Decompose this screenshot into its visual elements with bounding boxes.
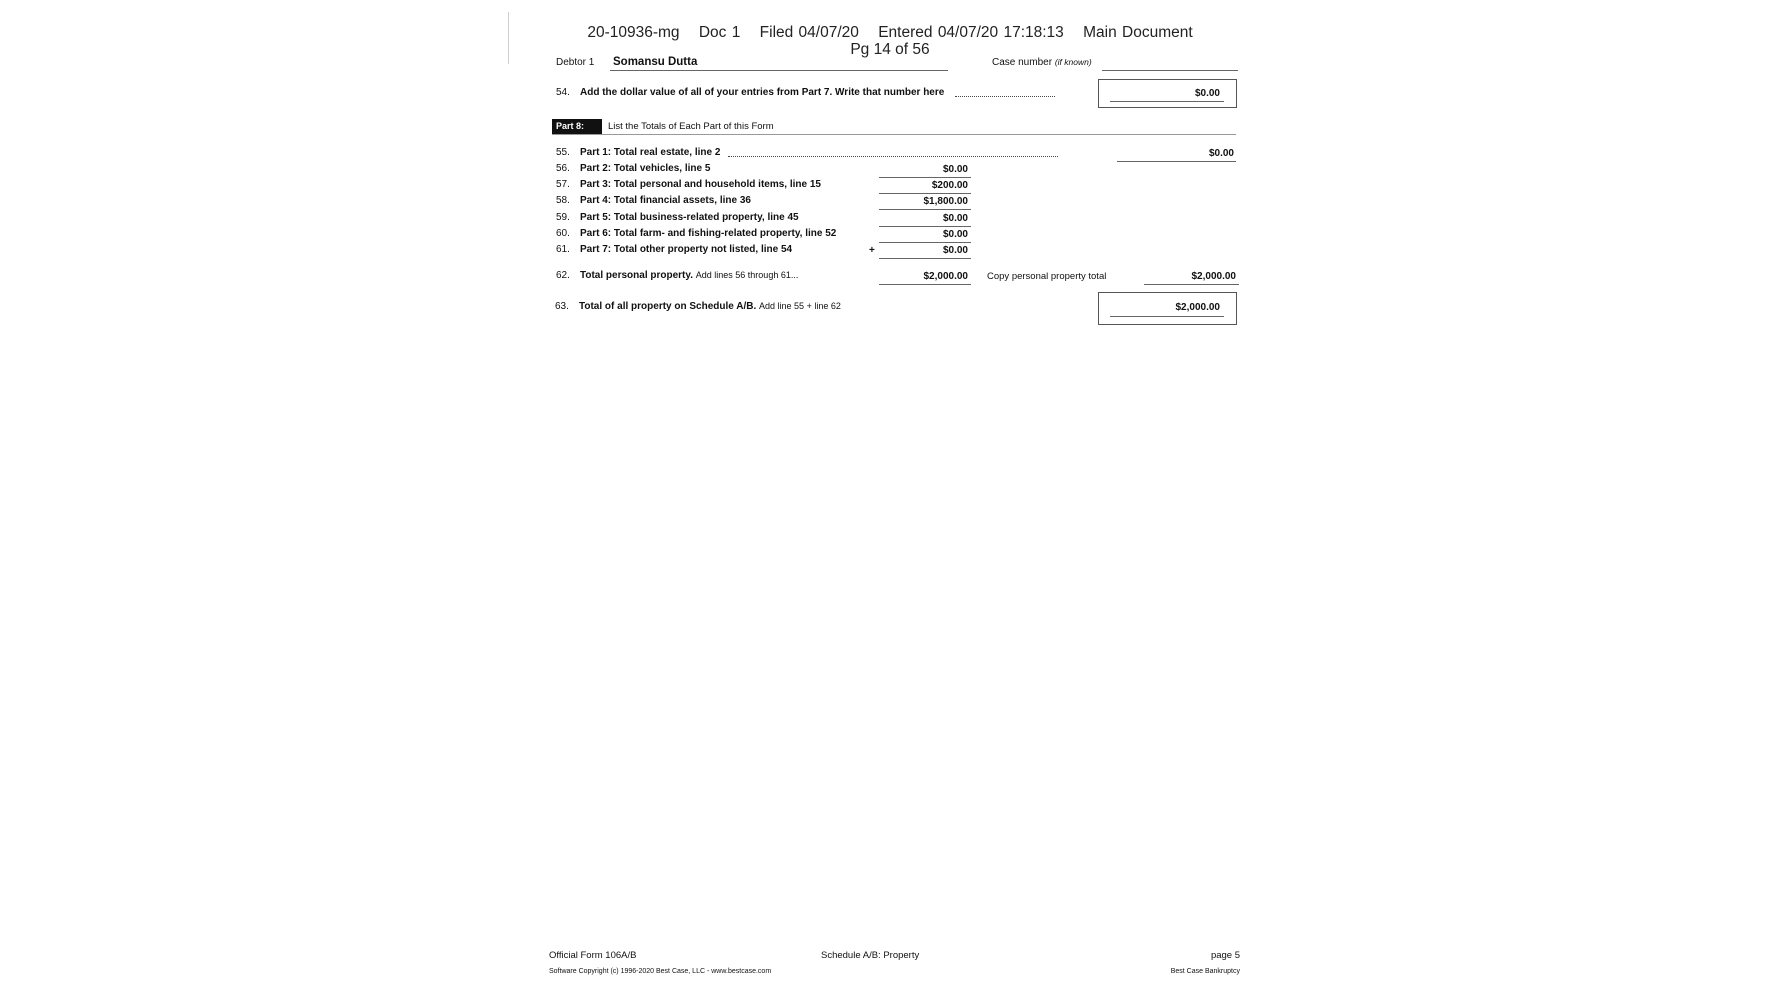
case-number-underline [1102,70,1238,71]
part-8-rule [552,134,1236,135]
line-54-value: $0.00 [1194,88,1220,99]
line-61-value: $0.00 [942,245,968,256]
part-8-title: List the Totals of Each Part of this Form [608,121,774,132]
case-number-label-text: Case number [992,57,1053,68]
debtor-name: Somansu Dutta [613,56,698,68]
line-55-underline [1117,161,1236,162]
line-61-underline [879,258,971,259]
line-55-value: $0.00 [1208,148,1234,159]
line-54-leader [955,96,1055,97]
line-63-underline [1110,316,1224,317]
line-55-number: 55. [556,147,570,158]
line-57-text: Part 3: Total personal and household items, line 15 [580,179,821,190]
filed-date: Filed 04/07/20 [759,24,859,41]
footer-brand: Best Case Bankruptcy [1170,968,1240,975]
line-60-number: 60. [556,228,570,239]
line-60-text: Part 6: Total farm- and fishing-related property, line 52 [580,228,837,239]
line-63-text-rest: Add line 55 + line 62 [759,301,841,311]
line-58-text: Part 4: Total financial assets, line 36 [580,195,751,206]
line-55-text: Part 1: Total real estate, line 2 [580,147,721,158]
line-60-value: $0.00 [942,229,968,240]
line-62-underline [879,284,971,285]
line-63-number: 63. [555,301,569,312]
court-header-line [540,24,1240,41]
line-58-number: 58. [556,195,570,206]
line-57-value: $200.00 [931,180,968,191]
document-type: Main Document [1083,24,1193,41]
line-61-plus-sign: + [869,245,875,256]
case-number-note: (if known) [1054,57,1092,67]
line-62-text-bold: Total personal property. [580,270,693,281]
line-59-text: Part 5: Total business-related property, line 45 [580,212,799,223]
line-62-copy-value: $2,000.00 [1191,271,1236,282]
page-count: Pg 14 of 56 [850,41,930,58]
line-63-text-bold: Total of all property on Schedule A/B. [579,301,757,312]
case-number-label [992,57,1092,68]
line-59-underline [879,226,971,227]
court-header [540,24,1240,58]
line-56-number: 56. [556,163,570,174]
line-59-number: 59. [556,212,570,223]
footer-copyright: Software Copyright (c) 1996-2020 Best Case, LLC - www.bestcase.com [549,968,772,975]
line-63-text [579,301,841,312]
debtor-name-underline [610,70,948,71]
part-8-badge: Part 8: [552,119,602,134]
line-62-number: 62. [556,270,570,281]
line-56-underline [879,177,971,178]
line-57-underline [879,193,971,194]
line-54-number: 54. [556,87,570,98]
line-59-value: $0.00 [942,213,968,224]
line-61-text: Part 7: Total other property not listed, line 54 [580,244,793,255]
line-62-text-rest: Add lines 56 through 61... [695,270,799,280]
line-55-leader [728,156,1058,157]
doc-number: Doc 1 [698,24,741,41]
line-54-text: Add the dollar value of all of your entries from Part 7. Write that number here [580,87,945,98]
line-60-underline [879,242,971,243]
line-62-value: $2,000.00 [923,271,968,282]
debtor-label: Debtor 1 [556,57,595,68]
line-56-value: $0.00 [942,164,968,175]
line-54-value-underline [1110,101,1224,102]
line-62-text [580,270,798,281]
footer-form-name: Official Form 106A/B [549,950,637,961]
entered-date: Entered 04/07/20 17:18:13 [878,24,1064,41]
line-57-number: 57. [556,179,570,190]
line-56-text: Part 2: Total vehicles, line 5 [580,163,711,174]
footer-page-number: page 5 [1210,950,1240,961]
footer-schedule-name: Schedule A/B: Property [821,950,920,961]
case-id: 20-10936-mg [587,24,680,41]
scan-edge-line [508,12,509,64]
line-62-copy-underline [1144,284,1239,285]
line-62-copy-label: Copy personal property total [987,271,1107,282]
line-58-value: $1,800.00 [923,196,968,207]
line-63-value: $2,000.00 [1175,302,1220,313]
line-61-number: 61. [556,244,570,255]
line-58-underline [879,209,971,210]
